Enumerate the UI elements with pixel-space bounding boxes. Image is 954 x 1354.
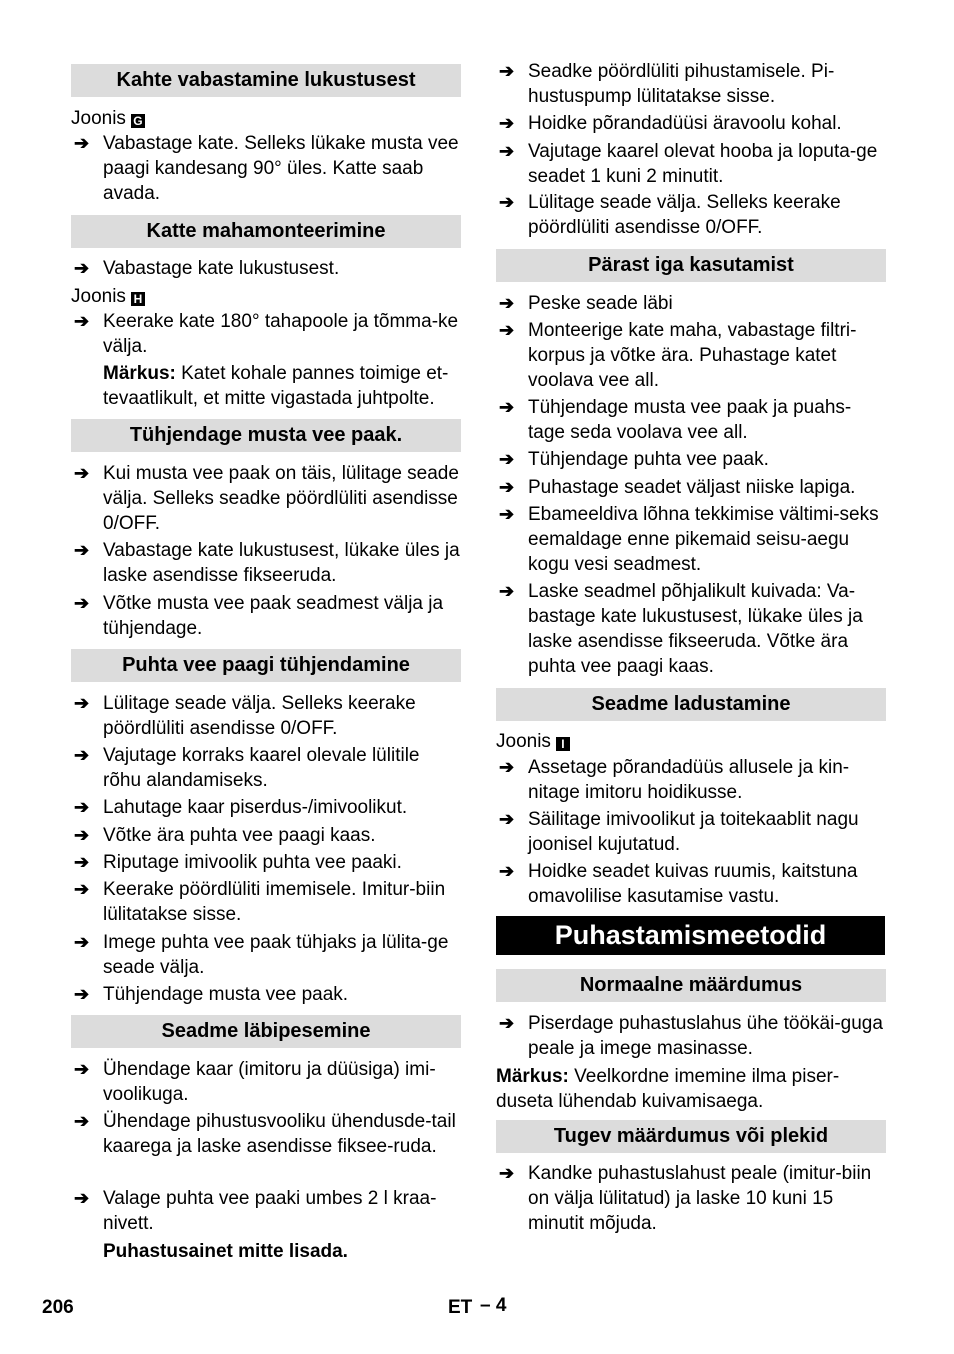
note-label: Märkus: (103, 363, 176, 384)
instruction-item: ➔ Ühendage pihustusvooliku ühendusde-tail kaarega ja laske asendisse fiksee-ruda. (74, 1111, 456, 1157)
arrow-icon: ➔ (499, 504, 515, 524)
arrow-icon: ➔ (74, 540, 90, 560)
section-heading: Normaalne määrdumus (496, 969, 886, 1002)
section-heading: Puhta vee paagi tühjendamine (71, 649, 461, 682)
section-heading: Kahte vabastamine lukustusest (71, 64, 461, 97)
instruction-item: ➔ Piserdage puhastuslahus ühe töökäi-guga peale ja imege masinasse. (499, 1013, 883, 1059)
arrow-icon: ➔ (74, 852, 90, 872)
section-heading: Seadme läbipesemine (71, 1015, 461, 1048)
instruction-item: ➔ Vabastage kate lukustusest. (74, 258, 340, 279)
instruction-item: ➔ Lülitage seade välja. Selleks keerake pöördlüliti asendisse 0/OFF. (499, 192, 841, 238)
instruction-item: ➔ Tühjendage musta vee paak. (74, 984, 349, 1005)
page-number: 206 (42, 1297, 74, 1318)
note-label: Märkus: (496, 1066, 569, 1087)
arrow-icon: ➔ (499, 192, 515, 212)
arrow-icon: ➔ (499, 581, 515, 601)
instruction-item: ➔ Peske seade läbi (499, 293, 673, 314)
figure-label: Joonis (496, 731, 551, 752)
figure-letter-icon: H (131, 292, 145, 306)
arrow-icon: ➔ (499, 1163, 515, 1183)
arrow-icon: ➔ (499, 449, 515, 469)
arrow-icon: ➔ (74, 745, 90, 765)
instruction-item: ➔ Kui musta vee paak on täis, lülitage seade välja. Selleks seadke pöördlüliti asendisse 0/OFF. (74, 463, 459, 534)
figure-reference (71, 284, 461, 309)
arrow-icon: ➔ (74, 311, 90, 331)
instruction-item: ➔ Võtke musta vee paak seadmest välja ja tühjendage. (74, 593, 444, 639)
arrow-icon: ➔ (74, 258, 90, 278)
instruction-item: ➔ Riputage imivoolik puhta vee paaki. (74, 852, 402, 873)
instruction-item: ➔ Vabastage kate. Selleks lükake musta vee paagi kandesang 90° üles. Katte saab avada. (74, 133, 459, 204)
instruction-item: ➔ Ebameeldiva lõhna tekkimise vältimi-seks eemaldage enne pikemaid seisu-aegu kogu vesi seadmest. (499, 504, 879, 575)
instruction-item: ➔ Võtke ära puhta vee paagi kaas. (74, 825, 376, 846)
arrow-icon: ➔ (74, 1188, 90, 1208)
figure-label: Joonis (71, 286, 126, 307)
arrow-icon: ➔ (74, 797, 90, 817)
arrow-icon: ➔ (499, 397, 515, 417)
instruction-item: ➔ Ühendage kaar (imitoru ja düüsiga) imi-voolikuga. (74, 1059, 436, 1105)
instruction-item: ➔ Tühjendage puhta vee paak. (499, 449, 769, 470)
section-heading: Katte mahamonteerimine (71, 215, 461, 248)
instruction-item: ➔ Seadke pöördlüliti pihustamisele. Pi-hustuspump lülitatakse sisse. (499, 61, 835, 107)
arrow-icon: ➔ (499, 809, 515, 829)
instruction-item: ➔ Valage puhta vee paaki umbes 2 l kraa-nivett. (74, 1188, 437, 1234)
arrow-icon: ➔ (499, 861, 515, 881)
section-heading: Tugev määrdumus või plekid (496, 1120, 886, 1153)
arrow-icon: ➔ (499, 141, 515, 161)
instruction-item: ➔ Puhastage seadet väljast niiske lapiga. (499, 477, 856, 498)
instruction-item: ➔ Hoidke põrandadüüsi äravoolu kohal. (499, 113, 842, 134)
bold-instruction: Puhastusainet mitte lisada. (103, 1241, 348, 1262)
instruction-item: ➔ Laske seadmel põhjalikult kuivada: Va-bastage kate lukustusest, lükake üles ja laske asendisse fikseeruda. Võtke ära puhta vee paagi kaas. (499, 581, 863, 677)
arrow-icon: ➔ (74, 133, 90, 153)
instruction-item: ➔ Vabastage kate lukustusest, lükake üles ja laske asendisse fikseeruda. (74, 540, 460, 586)
arrow-icon: ➔ (499, 477, 515, 497)
section-heading: Seadme ladustamine (496, 688, 886, 721)
instruction-item: ➔ Keerake kate 180° tahapoole ja tõmma-ke välja. (74, 311, 459, 357)
instruction-item: ➔ Keerake pöördlüliti imemisele. Imitur-biin lülitatakse sisse. (74, 879, 446, 925)
instruction-item: ➔ Kandke puhastuslahust peale (imitur-biin on välja lülitatud) ja laske 10 kuni 15 minutit mõjuda. (499, 1163, 872, 1234)
instruction-item: ➔ Assetage põrandadüüs allusele ja kin-nitage imitoru hoidikusse. (499, 757, 850, 803)
instruction-item: ➔ Vajutage kaarel olevat hooba ja loputa-ge seadet 1 kuni 2 minutit. (499, 141, 878, 187)
language-code: ET (448, 1297, 473, 1318)
arrow-icon: ➔ (499, 320, 515, 340)
instruction-item: ➔ Imege puhta vee paak tühjaks ja lülita-ge seade välja. (74, 932, 449, 978)
instruction-item: ➔ Säilitage imivoolikut ja toitekaablit nagu joonisel kujutatud. (499, 809, 859, 855)
arrow-icon: ➔ (74, 693, 90, 713)
arrow-icon: ➔ (74, 879, 90, 899)
figure-reference (71, 106, 461, 131)
arrow-icon: ➔ (74, 1059, 90, 1079)
figure-letter-icon: G (131, 114, 145, 128)
instruction-item: ➔ Lülitage seade välja. Selleks keerake pöördlüliti asendisse 0/OFF. (74, 693, 416, 739)
figure-reference (496, 729, 886, 754)
arrow-icon: ➔ (74, 463, 90, 483)
note (496, 1064, 886, 1114)
figure-label: Joonis (71, 108, 126, 129)
arrow-icon: ➔ (499, 293, 515, 313)
arrow-icon: ➔ (74, 825, 90, 845)
figure-letter-icon: I (556, 737, 570, 751)
arrow-icon: ➔ (499, 1013, 515, 1033)
arrow-icon: ➔ (74, 984, 90, 1004)
arrow-icon: ➔ (499, 757, 515, 777)
instruction-item: ➔ Lahutage kaar piserdus-/imivoolikut. (74, 797, 408, 818)
note (71, 361, 461, 411)
arrow-icon: ➔ (74, 1111, 90, 1131)
arrow-icon: ➔ (499, 61, 515, 81)
chapter-heading: Puhastamismeetodid (496, 916, 885, 955)
instruction-item: ➔ Vajutage korraks kaarel olevale lülitile rõhu alandamiseks. (74, 745, 420, 791)
note-text: Veelkordne imemine ilma piser-duseta lühendab kuivamisaega. (496, 1066, 840, 1112)
instruction-item: ➔ Tühjendage musta vee paak ja puahs-tage seda voolava vee all. (499, 397, 852, 443)
arrow-icon: ➔ (74, 593, 90, 613)
instruction-item: ➔ Monteerige kate maha, vabastage filtri-korpus ja võtke ära. Puhastage katet voolava vee all. (499, 320, 857, 391)
section-heading: Tühjendage musta vee paak. (71, 419, 461, 452)
instruction-item: ➔ Hoidke seadet kuivas ruumis, kaitstuna omavolilise kasutamise vastu. (499, 861, 858, 907)
arrow-icon: ➔ (74, 932, 90, 952)
page-subnumber: – 4 (480, 1295, 507, 1316)
note-text: Katet kohale pannes toimige et-tevaatlikult, et mitte vigastada juhtpolte. (103, 363, 449, 409)
section-heading: Pärast iga kasutamist (496, 249, 886, 282)
arrow-icon: ➔ (499, 113, 515, 133)
